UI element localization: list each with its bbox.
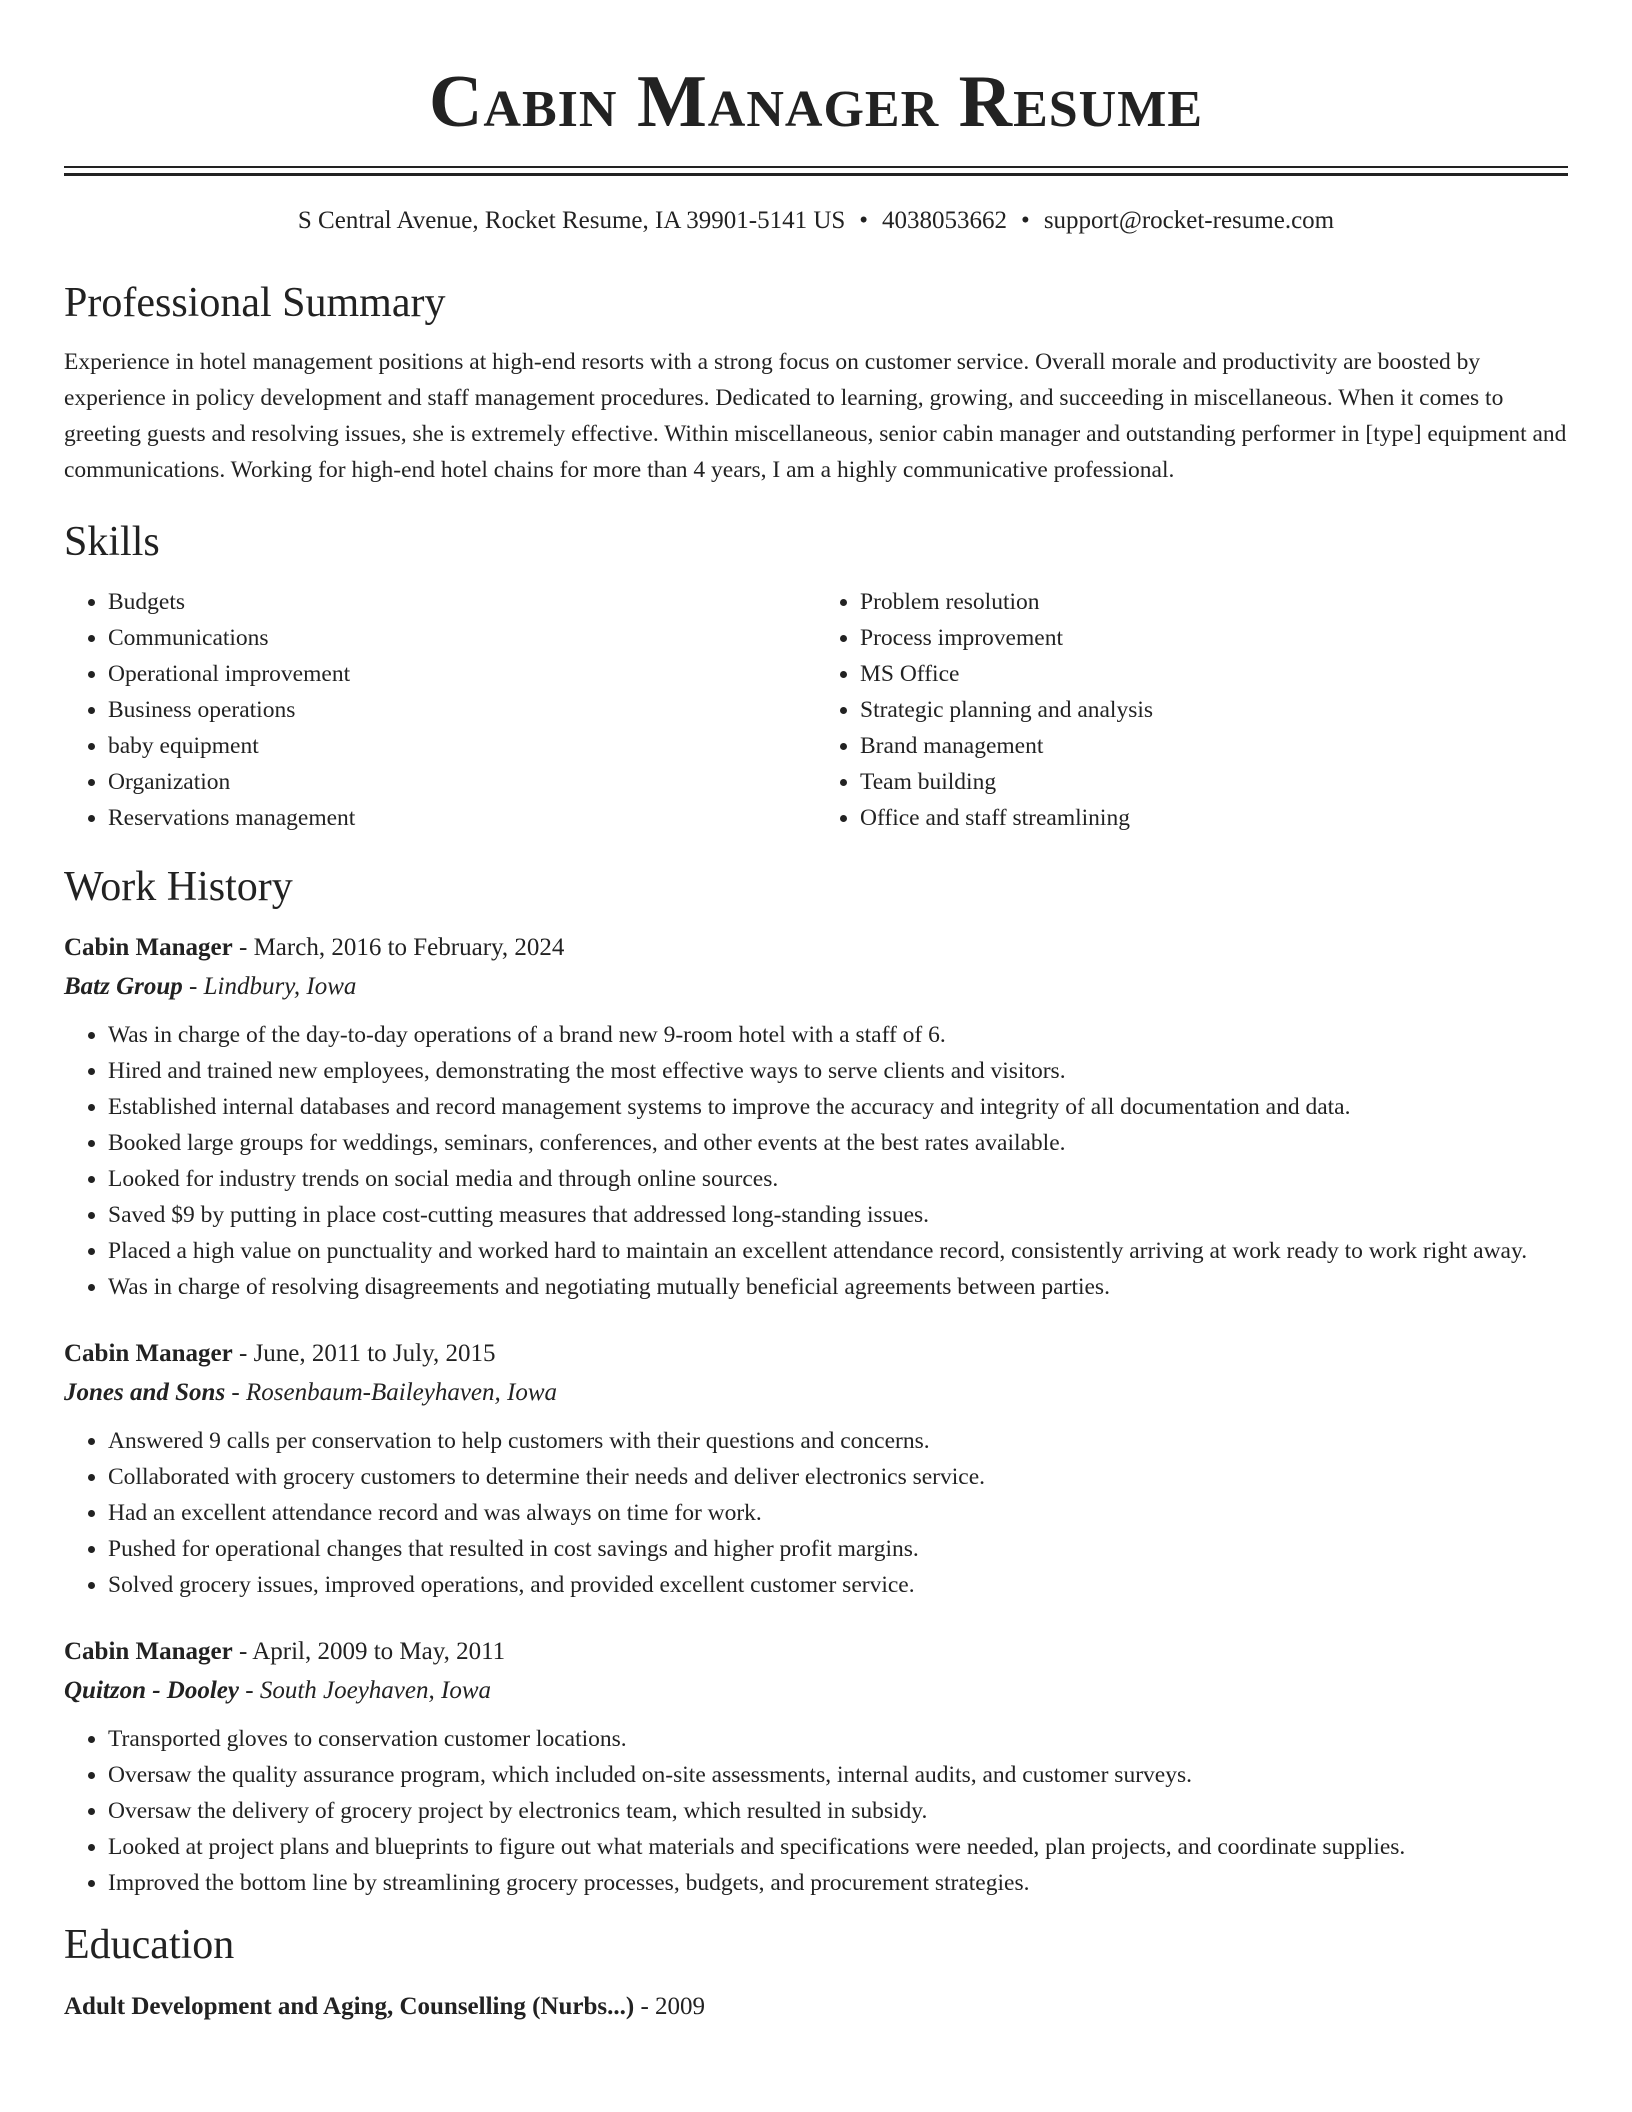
job-duty: • Booked large groups for weddings, seminars, conferences, and other events at the best rates available.	[108, 1125, 1568, 1161]
job-duty: • Was in charge of the day-to-day operations of a brand new 9-room hotel with a staff of 6.	[108, 1017, 1568, 1053]
job-entry	[64, 1339, 1568, 1603]
job-entry	[64, 933, 1568, 1305]
education-entry	[64, 1992, 1568, 2022]
work-history-heading: Work History	[64, 864, 293, 910]
job-duty: • Answered 9 calls per conservation to help customers with their questions and concerns.	[108, 1423, 1568, 1459]
job-dates: - March, 2016 to February, 2024	[232, 934, 565, 961]
skill-item: • MS Office	[860, 656, 1568, 692]
job-title: Cabin Manager	[64, 934, 233, 961]
job-duty: • Was in charge of resolving disagreements and negotiating mutually beneficial agreements between parties.	[108, 1269, 1568, 1305]
resume-page	[64, 0, 1568, 2022]
skill-item: • Operational improvement	[108, 656, 816, 692]
skill-item: • Brand management	[860, 728, 1568, 764]
skill-item: • Team building	[860, 764, 1568, 800]
skill-item: • Office and staff streamlining	[860, 800, 1568, 836]
education-heading: Education	[64, 1922, 235, 1968]
job-location: - Lindbury, Iowa	[182, 973, 357, 1000]
job-duty: • Solved grocery issues, improved operations, and provided excellent customer service.	[108, 1567, 1568, 1603]
job-title: Cabin Manager	[64, 1340, 233, 1367]
job-company: Quitzon - Dooley	[64, 1677, 239, 1704]
contact-email: support@rocket-resume.com	[1043, 207, 1335, 234]
job-location: - South Joeyhaven, Iowa	[239, 1677, 492, 1704]
skill-item: • Budgets	[108, 584, 816, 620]
contact-address: S Central Avenue, Rocket Resume, IA 39901-5141 US	[297, 207, 846, 234]
education-degree: Adult Development and Aging, Counselling (Nurbs...)	[64, 1993, 635, 2020]
job-duty: • Looked at project plans and blueprints to figure out what materials and specifications were needed, plan projects, and coordinate supplies.	[108, 1829, 1568, 1865]
job-title-line	[64, 1339, 1568, 1369]
skills-heading: Skills	[64, 519, 160, 565]
contact-line	[64, 206, 1568, 236]
job-duties-list	[64, 1017, 1568, 1305]
job-dates: - April, 2009 to May, 2011	[232, 1638, 506, 1665]
summary-heading: Professional Summary	[64, 280, 446, 326]
job-title-line	[64, 933, 1568, 963]
resume-title: Cabin Manager Resume	[428, 61, 1203, 143]
skill-item: • Problem resolution	[860, 584, 1568, 620]
skill-item: • Communications	[108, 620, 816, 656]
title-double-rule	[64, 166, 1568, 176]
education-year: - 2009	[634, 1993, 706, 2020]
contact-phone: 4038053662	[882, 207, 1008, 234]
job-title: Cabin Manager	[64, 1638, 233, 1665]
job-company: Batz Group	[64, 973, 183, 1000]
skills-column-left	[64, 584, 816, 836]
job-company: Jones and Sons	[64, 1379, 226, 1406]
skill-item: • Strategic planning and analysis	[860, 692, 1568, 728]
job-duty: • Saved $9 by putting in place cost-cutting measures that addressed long-standing issues.	[108, 1197, 1568, 1233]
job-duty: • Oversaw the quality assurance program, which included on-site assessments, internal audits, and customer surveys.	[108, 1757, 1568, 1793]
skill-item: • Reservations management	[108, 800, 816, 836]
skill-item: • Business operations	[108, 692, 816, 728]
job-company-line	[64, 1378, 1568, 1408]
job-duty: • Established internal databases and record management systems to improve the accuracy and integrity of all documentation and data.	[108, 1089, 1568, 1125]
job-duty: • Oversaw the delivery of grocery project by electronics team, which resulted in subsidy.	[108, 1793, 1568, 1829]
job-duty: • Improved the bottom line by streamlining grocery processes, budgets, and procurement strategies.	[108, 1865, 1568, 1901]
job-duty: • Hired and trained new employees, demonstrating the most effective ways to serve clients and visitors.	[108, 1053, 1568, 1089]
skills-column-right	[816, 584, 1568, 836]
contact-separator: •	[1021, 207, 1030, 234]
job-duties-list	[64, 1423, 1568, 1603]
job-duty: • Collaborated with grocery customers to determine their needs and deliver electronics service.	[108, 1459, 1568, 1495]
job-company-line	[64, 972, 1568, 1002]
job-duty: • Transported gloves to conservation customer locations.	[108, 1721, 1568, 1757]
job-dates: - June, 2011 to July, 2015	[232, 1340, 496, 1367]
job-duties-list	[64, 1721, 1568, 1901]
job-duty: • Had an excellent attendance record and was always on time for work.	[108, 1495, 1568, 1531]
job-entry	[64, 1637, 1568, 1901]
job-location: - Rosenbaum-Baileyhaven, Iowa	[225, 1379, 558, 1406]
summary-text: Experience in hotel management positions at high-end resorts with a strong focus on customer service. Overall morale and productivity are boosted by experience in policy development and staff management procedures. Dedicated to learning, growing, and succeeding in miscellaneous. When it comes to greeting guests and resolving issues, she is extremely effective. Within miscellaneous, senior cabin manager and outstanding performer in [type] equipment and communications. Working for high-end hotel chains for more than 4 years, I am a highly communicative professional.	[64, 349, 1567, 483]
job-title-line	[64, 1637, 1568, 1667]
job-duty: • Pushed for operational changes that resulted in cost savings and higher profit margins.	[108, 1531, 1568, 1567]
skill-item: • Process improvement	[860, 620, 1568, 656]
job-duty: • Placed a high value on punctuality and worked hard to maintain an excellent attendance record, consistently arriving at work ready to work right away.	[108, 1233, 1568, 1269]
skill-item: • baby equipment	[108, 728, 816, 764]
job-duty: • Looked for industry trends on social media and through online sources.	[108, 1161, 1568, 1197]
skills-grid	[64, 584, 1568, 836]
job-company-line	[64, 1676, 1568, 1706]
skill-item: • Organization	[108, 764, 816, 800]
contact-separator: •	[859, 207, 869, 234]
